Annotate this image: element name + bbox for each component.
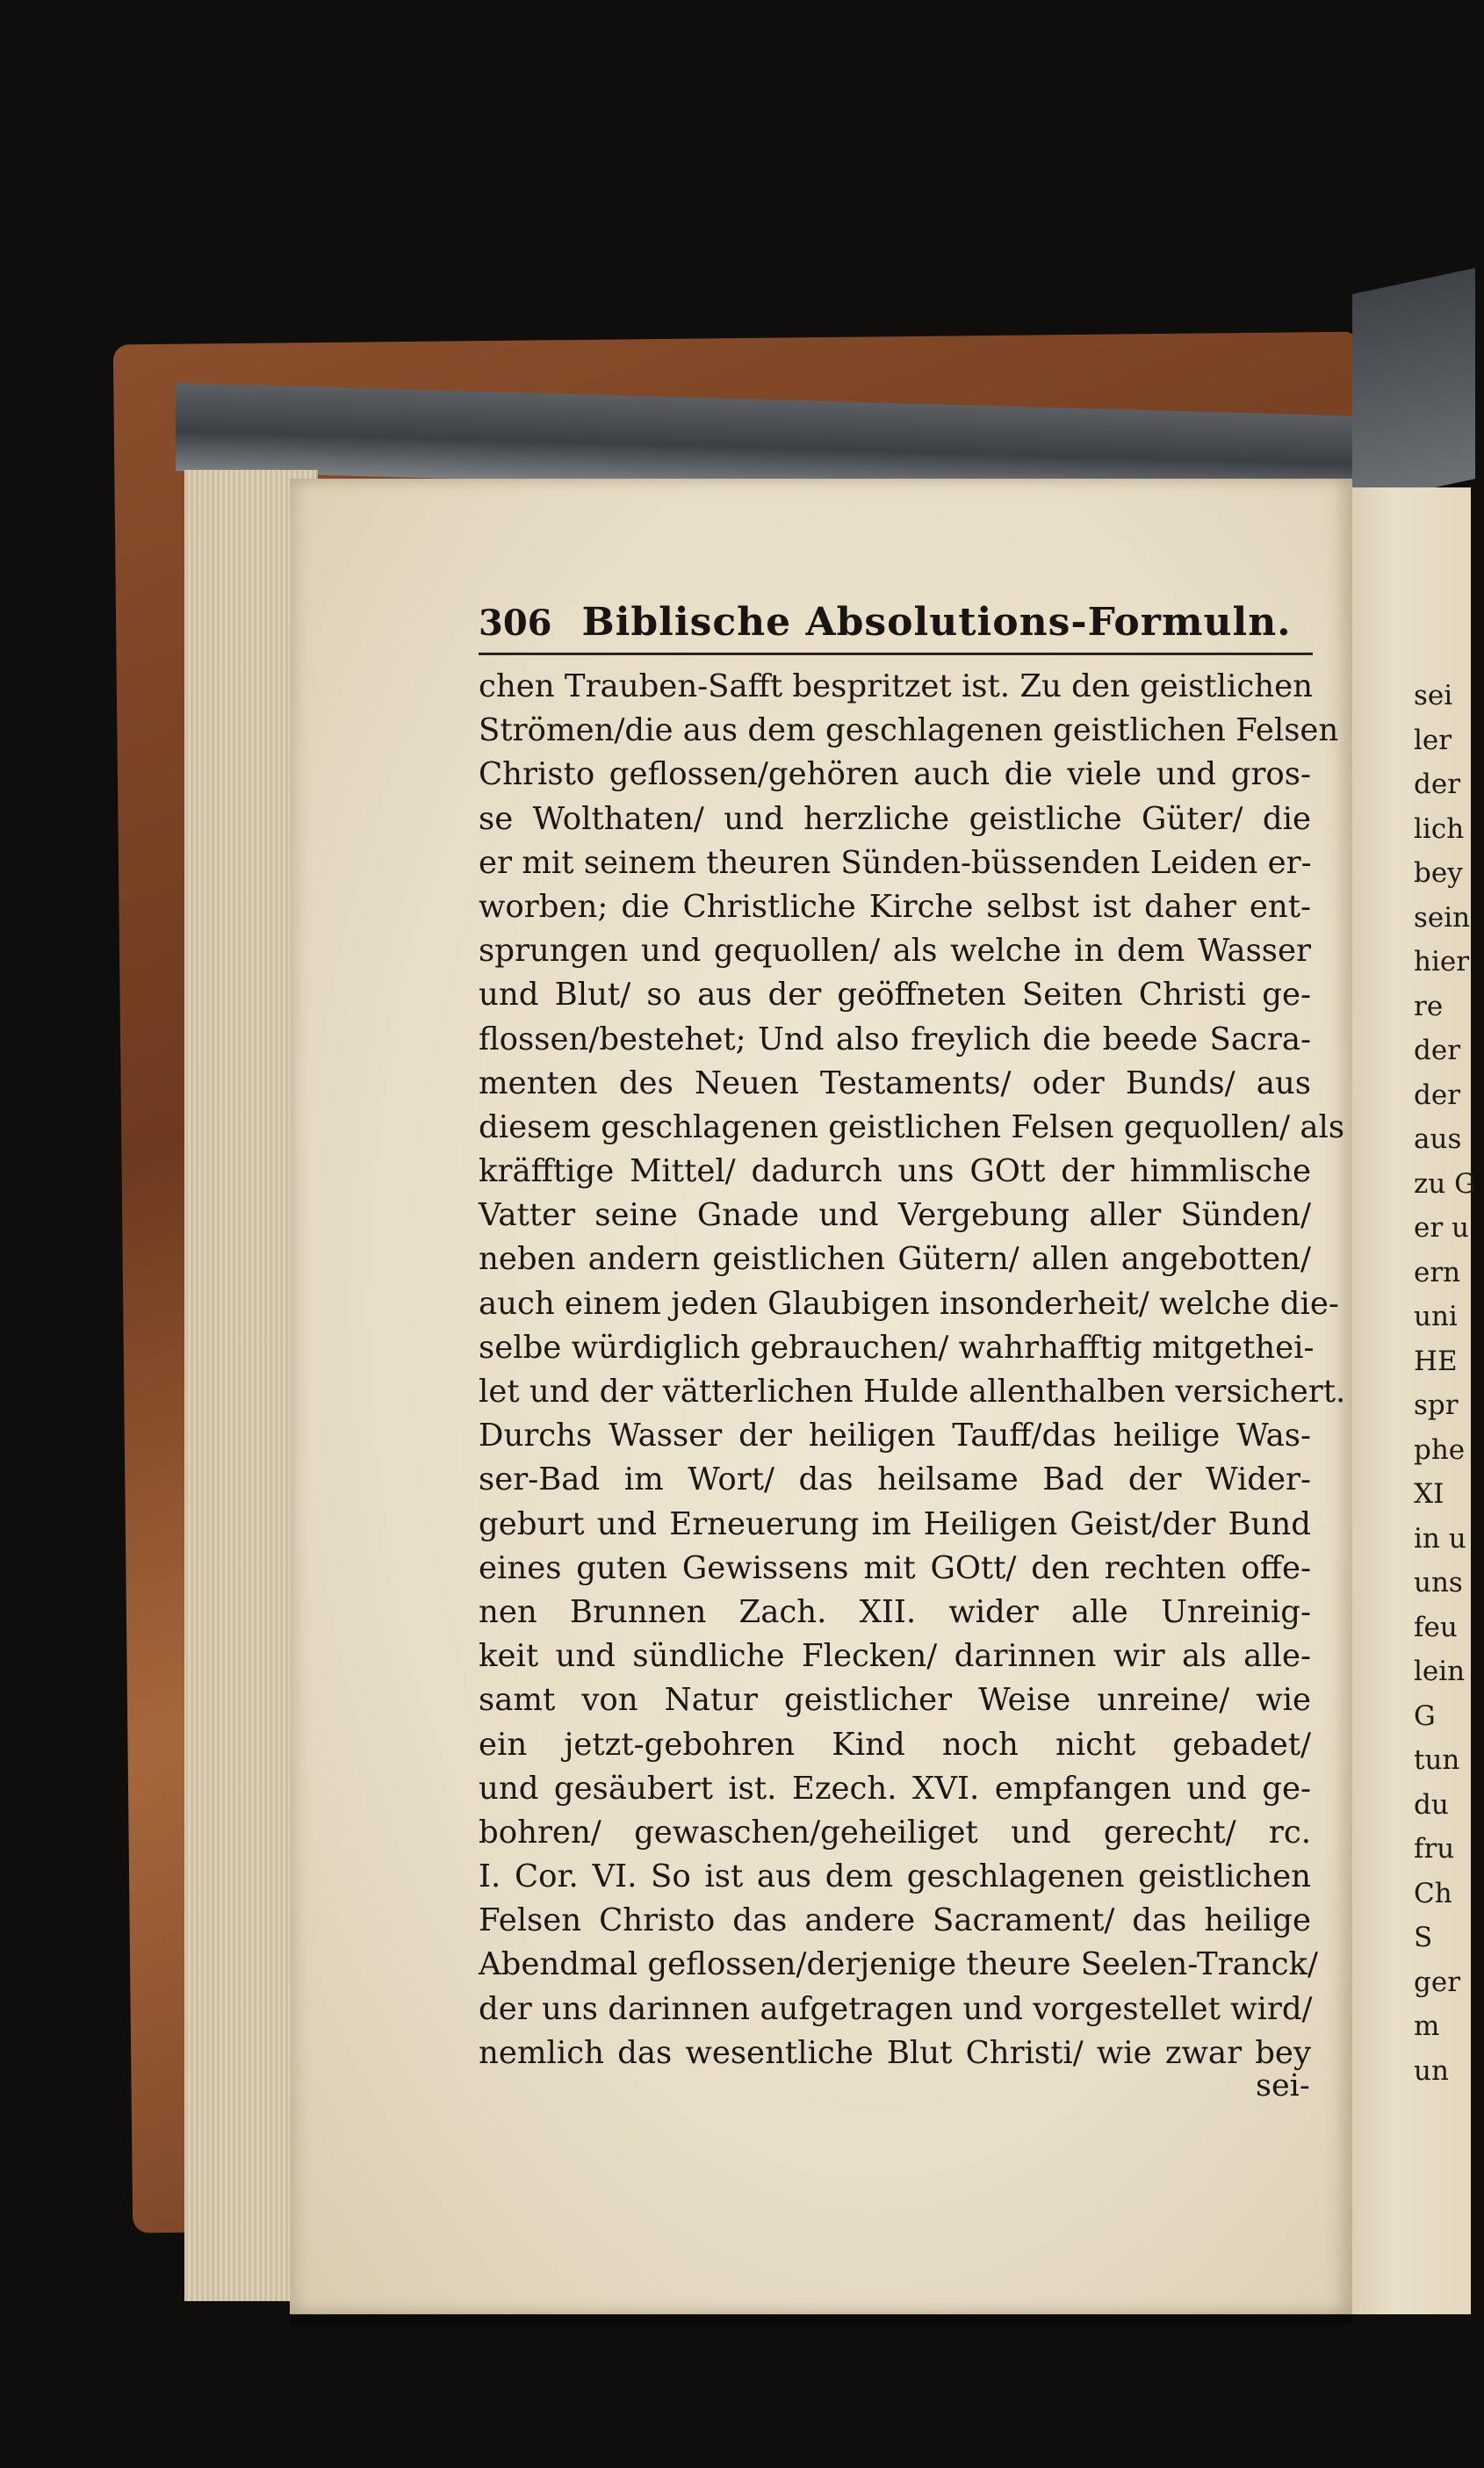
text-line: Christo geflossen/gehören auch die viele und gros-	[479, 756, 1311, 793]
facing-page-fragment: feu	[1414, 1611, 1458, 1643]
page-header	[479, 600, 1313, 645]
text-line: Durchs Wasser der heiligen Tauff/das heilige Was-	[479, 1418, 1311, 1454]
facing-page-edge	[1352, 268, 1475, 505]
body-text	[479, 665, 1346, 2075]
text-line: keit und sündliche Flecken/ darinnen wir als alle-	[479, 1638, 1311, 1675]
text-line: eines guten Gewissens mit GOtt/ den rechten offe-	[479, 1549, 1311, 1586]
facing-page	[1348, 487, 1476, 2314]
facing-page-fragment: HE	[1414, 1345, 1458, 1377]
facing-page-fragment: der	[1414, 1035, 1461, 1066]
facing-page-fragment: er u	[1414, 1212, 1469, 1244]
facing-page-fragment: du	[1414, 1788, 1449, 1821]
facing-page-fragment: ger	[1414, 1966, 1461, 1998]
header-rule	[479, 653, 1313, 655]
facing-page-fragment: lein	[1414, 1656, 1466, 1687]
text-line: nen Brunnen Zach. XII. wider alle Unreinig-	[479, 1593, 1311, 1630]
text-line: sprungen und gequollen/ als welche in dem Wasser	[479, 933, 1311, 970]
text-line: neben andern geistlichen Gütern/ allen angebotten/	[479, 1241, 1311, 1278]
facing-page-fragment: hier	[1414, 946, 1470, 978]
facing-page-fragment: uns	[1414, 1567, 1463, 1598]
text-line: I. Cor. VI. So ist aus dem geschlagenen geistlichen	[479, 1858, 1311, 1895]
catchword: sei-	[1256, 2068, 1310, 2104]
facing-page-fragment: XI	[1414, 1478, 1444, 1510]
text-line: geburt und Erneuerung im Heiligen Geist/der Bund	[479, 1505, 1311, 1542]
facing-page-fragment: Ch	[1414, 1877, 1452, 1909]
facing-page-fragment: uni	[1414, 1301, 1458, 1332]
page-bottom-shadow	[290, 2314, 1352, 2325]
text-line: se Wolthaten/ und herzliche geistliche Güter/ die	[479, 800, 1311, 837]
facing-page-fragment: der	[1414, 769, 1461, 800]
facing-page-fragment: zu G	[1414, 1167, 1476, 1200]
text-line: er mit seinem theuren Sünden-büssenden Leiden er-	[479, 844, 1312, 881]
text-line: chen Trauben-Safft bespritzet ist. Zu den geistlichen	[479, 668, 1313, 704]
text-line: ser-Bad im Wort/ das heilsame Bad der Wider-	[479, 1461, 1311, 1498]
facing-page-fragment: der	[1414, 1079, 1461, 1111]
text-line: worben; die Christliche Kirche selbst ist daher ent-	[479, 888, 1311, 925]
facing-page-fragment: aus	[1414, 1123, 1462, 1155]
facing-page-fragment: ler	[1414, 724, 1452, 756]
text-line: und Blut/ so aus der geöffneten Seiten Christi ge-	[479, 977, 1311, 1014]
facing-page-fragment: spr	[1414, 1389, 1459, 1421]
facing-page-fragment: bey	[1414, 857, 1463, 889]
text-line: kräfftige Mittel/ dadurch uns GOtt der himmlische	[479, 1153, 1311, 1190]
text-line: menten des Neuen Testaments/ oder Bunds/ aus	[479, 1064, 1311, 1101]
facing-page-fragment: fru	[1414, 1833, 1455, 1865]
facing-page-fragment: phe	[1414, 1433, 1466, 1466]
text-line: Strömen/die aus dem geschlagenen geistlichen Felsen	[479, 712, 1339, 749]
text-line: Abendmal geflossen/derjenige theure Seelen-Tranck/	[479, 1946, 1319, 1983]
text-line: ein jetzt-gebohren Kind noch nicht gebadet/	[479, 1726, 1311, 1763]
text-line: bohren/ gewaschen/geheiliget und gerecht/ rc.	[479, 1814, 1311, 1851]
facing-page-fragment: in u	[1414, 1522, 1466, 1555]
text-line: Felsen Christo das andere Sacrament/ das heilige	[479, 1902, 1311, 1939]
facing-page-fragment: S	[1414, 1922, 1433, 1953]
text-line: auch einem jeden Glaubigen insonderheit/ welche die-	[479, 1285, 1339, 1322]
page-number: 306	[479, 603, 552, 644]
left-page	[290, 479, 1352, 2314]
text-line: selbe würdiglich gebrauchen/ wahrhafftig mitgethei-	[479, 1329, 1315, 1366]
facing-page-fragment: tun	[1414, 1744, 1460, 1776]
text-line: diesem geschlagenen geistlichen Felsen gequollen/ als	[479, 1108, 1345, 1145]
running-head: Biblische Absolutions-Formuln.	[581, 600, 1292, 645]
text-line: flossen/bestehet; Und also freylich die beede Sacra-	[479, 1021, 1311, 1057]
facing-page-fragment: ern	[1414, 1256, 1461, 1288]
facing-page-fragment: sei	[1414, 680, 1453, 711]
text-line: let und der vätterlichen Hulde allenthalben versichert.	[479, 1374, 1346, 1410]
facing-page-fragment: lich	[1414, 812, 1465, 845]
facing-page-fragment: sein	[1414, 901, 1471, 934]
text-line: Vatter seine Gnade und Vergebung aller Sünden/	[479, 1197, 1311, 1234]
facing-page-fragment: un	[1414, 2054, 1449, 2087]
facing-page-fragment: m	[1414, 2010, 1440, 2042]
text-line: samt von Natur geistlicher Weise unreine/ wie	[479, 1682, 1311, 1719]
facing-page-fragment: G	[1414, 1699, 1436, 1732]
text-line: und gesäubert ist. Ezech. XVI. empfangen und ge-	[479, 1770, 1311, 1807]
facing-page-fragment: re	[1414, 990, 1444, 1022]
text-line: der uns darinnen aufgetragen und vorgestellet wird/	[479, 1990, 1313, 2027]
text-line: nemlich das wesentliche Blut Christi/ wie zwar bey	[479, 2034, 1311, 2071]
